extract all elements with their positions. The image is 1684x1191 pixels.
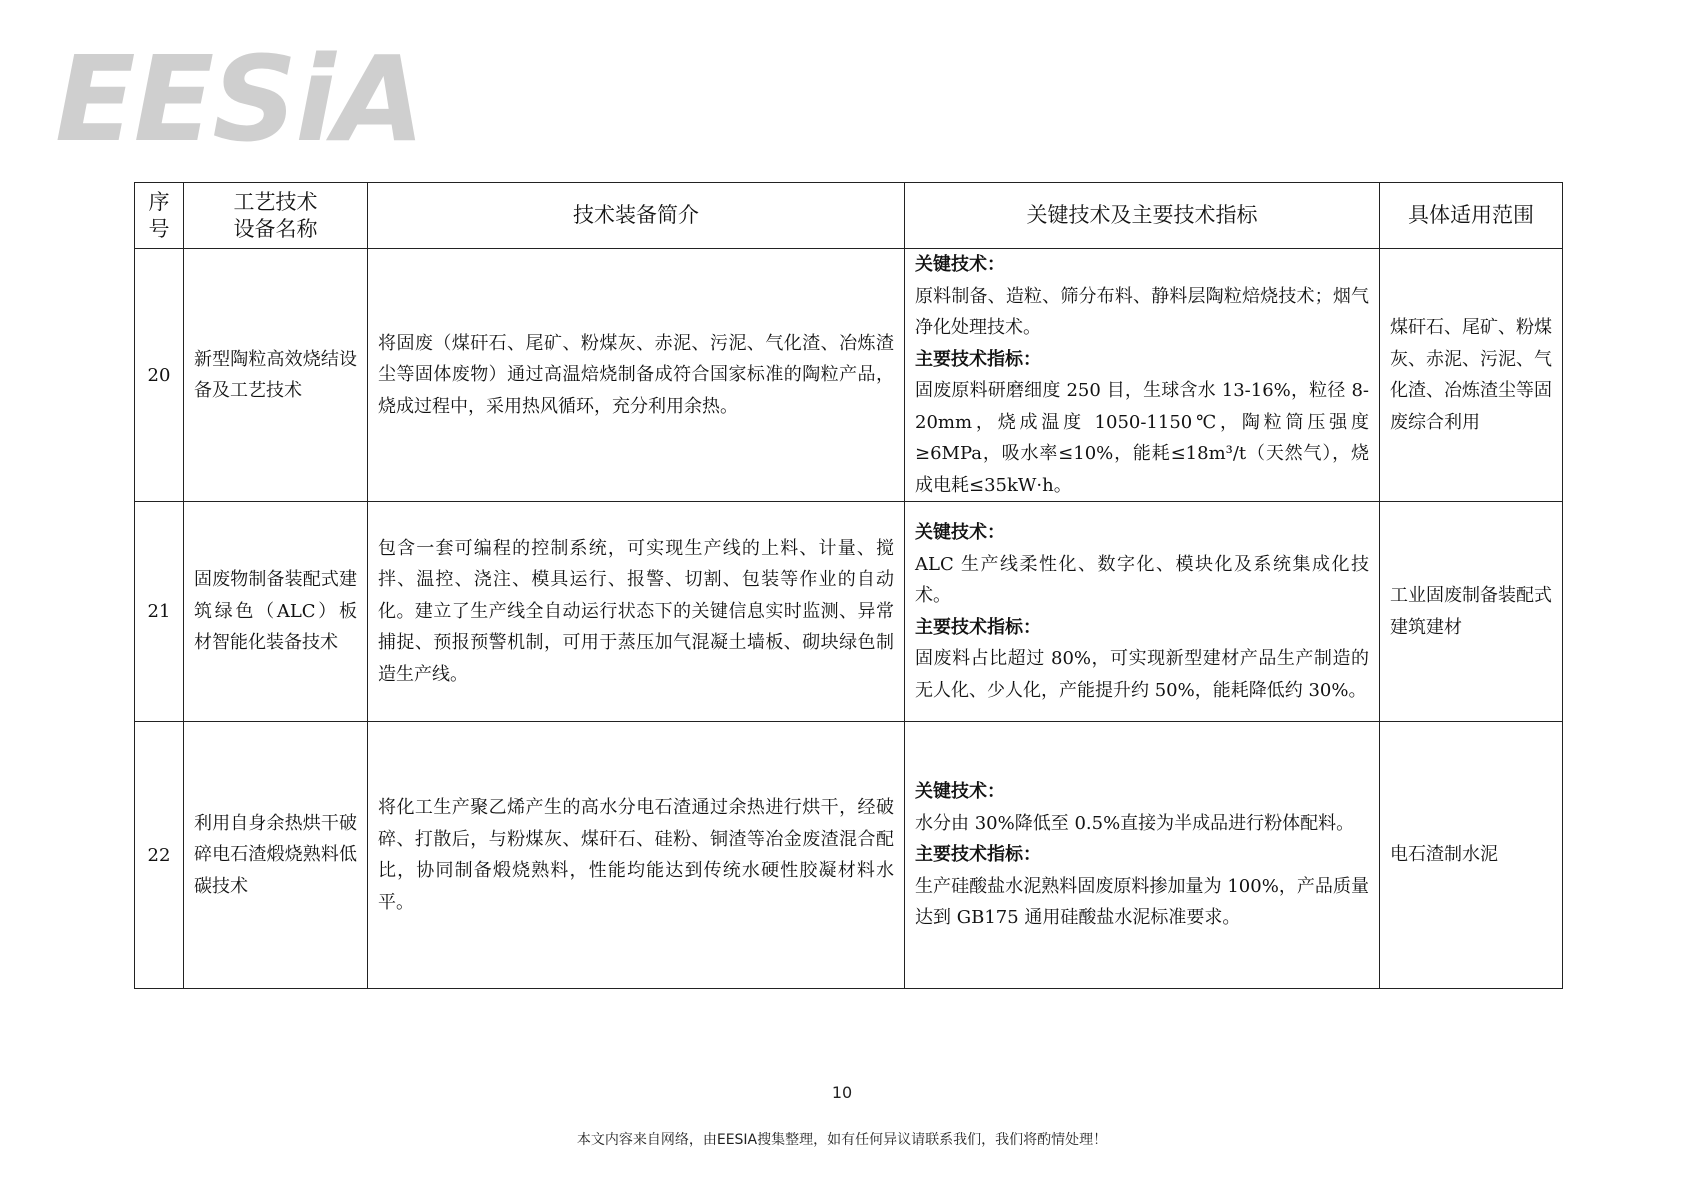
tech-name: 固废物制备装配式建筑绿色（ALC）板材智能化装备技术 — [194, 569, 357, 654]
header-name — [184, 183, 368, 249]
key-tech-label: 关键技术： — [915, 781, 1005, 803]
tech-intro: 将化工生产聚乙烯产生的高水分电石渣通过余热进行烘干，经破碎、打散后，与粉煤灰、煤矸石、硅粉、铜渣等冶金废渣混合配比，协同制备煅烧熟料，性能均能达到传统水硬性胶凝材料水平。 — [378, 797, 894, 913]
intro-cell — [368, 722, 905, 989]
tech-name-cell — [184, 722, 368, 989]
header-seq-line1: 序 — [148, 189, 170, 214]
main-index-label: 主要技术指标： — [915, 616, 1041, 638]
scope-cell — [1380, 249, 1563, 502]
scope-cell — [1380, 502, 1563, 722]
page-number: 10 — [831, 1083, 853, 1102]
footer-disclaimer: 本文内容来自网络，由EESIA搜集整理，如有任何异议请联系我们，我们将酌情处理！ — [576, 1132, 1108, 1148]
key-block — [905, 517, 1379, 706]
tech-name: 新型陶粒高效烧结设备及工艺技术 — [194, 348, 357, 401]
eesia-logo: EESiA — [55, 30, 423, 168]
table-header-row — [135, 183, 1563, 249]
key-cell — [905, 722, 1380, 989]
key-tech-text: 水分由 30%降低至 0.5%直接为半成品进行粉体配料。 — [915, 812, 1355, 834]
key-tech-text: ALC 生产线柔性化、数字化、模块化及系统集成化技术。 — [915, 553, 1369, 606]
scope-text: 工业固废制备装配式建筑建材 — [1390, 585, 1552, 638]
intro-cell — [368, 249, 905, 502]
tech-name: 利用自身余热烘干破碎电石渣煅烧熟料低碳技术 — [194, 812, 357, 897]
header-name-line1: 工艺技术 — [233, 189, 318, 214]
table-row — [135, 722, 1563, 989]
key-block — [905, 776, 1379, 934]
key-cell — [905, 502, 1380, 722]
main-index-text: 生产硅酸盐水泥熟料固废原料掺加量为 100%，产品质量达到 GB175 通用硅酸盐水泥标准要求。 — [915, 875, 1369, 929]
technology-table — [134, 182, 1563, 989]
main-index-label: 主要技术指标： — [915, 844, 1041, 866]
key-block — [905, 249, 1379, 501]
main-index-text: 固废料占比超过 80%，可实现新型建材产品生产制造的无人化、少人化，产能提升约 50%，能耗降低约 30%。 — [915, 648, 1369, 701]
key-tech-label: 关键技术： — [915, 522, 1005, 543]
tech-intro: 将固废（煤矸石、尾矿、粉煤灰、赤泥、污泥、气化渣、冶炼渣尘等固体废物）通过高温焙烧制备成符合国家标准的陶粒产品，烧成过程中，采用热风循环，充分利用余热。 — [378, 332, 894, 417]
table-row — [135, 502, 1563, 722]
main-index-label: 主要技术指标： — [915, 348, 1041, 370]
tech-name-cell — [184, 249, 368, 502]
scope-cell — [1380, 722, 1563, 989]
key-tech-label: 关键技术： — [915, 254, 1005, 275]
key-cell — [905, 249, 1380, 502]
header-name-line2: 设备名称 — [233, 216, 318, 241]
tech-intro: 包含一套可编程的控制系统，可实现生产线的上料、计量、搅拌、温控、浇注、模具运行、报警、切割、包装等作业的自动化。建立了生产线全自动运行状态下的关键信息实时监测、异常捕捉、预报预警机制，可用于蒸压加气混凝土墙板、砌块绿色制造生产线。 — [378, 537, 894, 685]
key-tech-text: 原料制备、造粒、筛分布料、静料层陶粒焙烧技术；烟气净化处理技术。 — [915, 285, 1369, 338]
table-row — [135, 249, 1563, 502]
row-number: 22 — [135, 722, 184, 989]
header-intro: 技术装备简介 — [368, 183, 905, 249]
scope-text: 电石渣制水泥 — [1390, 844, 1498, 866]
intro-cell — [368, 502, 905, 722]
tech-name-cell — [184, 502, 368, 722]
header-seq-line2: 号 — [148, 216, 170, 241]
row-number: 21 — [135, 502, 184, 722]
main-index-text: 固废原料研磨细度 250 目，生球含水 13-16%，粒径 8-20mm，烧成温度 1050-1150℃，陶粒筒压强度≥6MPa，吸水率≤10%，能耗≤18m³/t（天然气），烧成电耗≤35kW·h。 — [915, 380, 1369, 496]
header-seq — [135, 183, 184, 249]
scope-text: 煤矸石、尾矿、粉煤灰、赤泥、污泥、气化渣、冶炼渣尘等固废综合利用 — [1390, 317, 1552, 433]
header-scope: 具体适用范围 — [1380, 183, 1563, 249]
header-key: 关键技术及主要技术指标 — [905, 183, 1380, 249]
row-number: 20 — [135, 249, 184, 502]
